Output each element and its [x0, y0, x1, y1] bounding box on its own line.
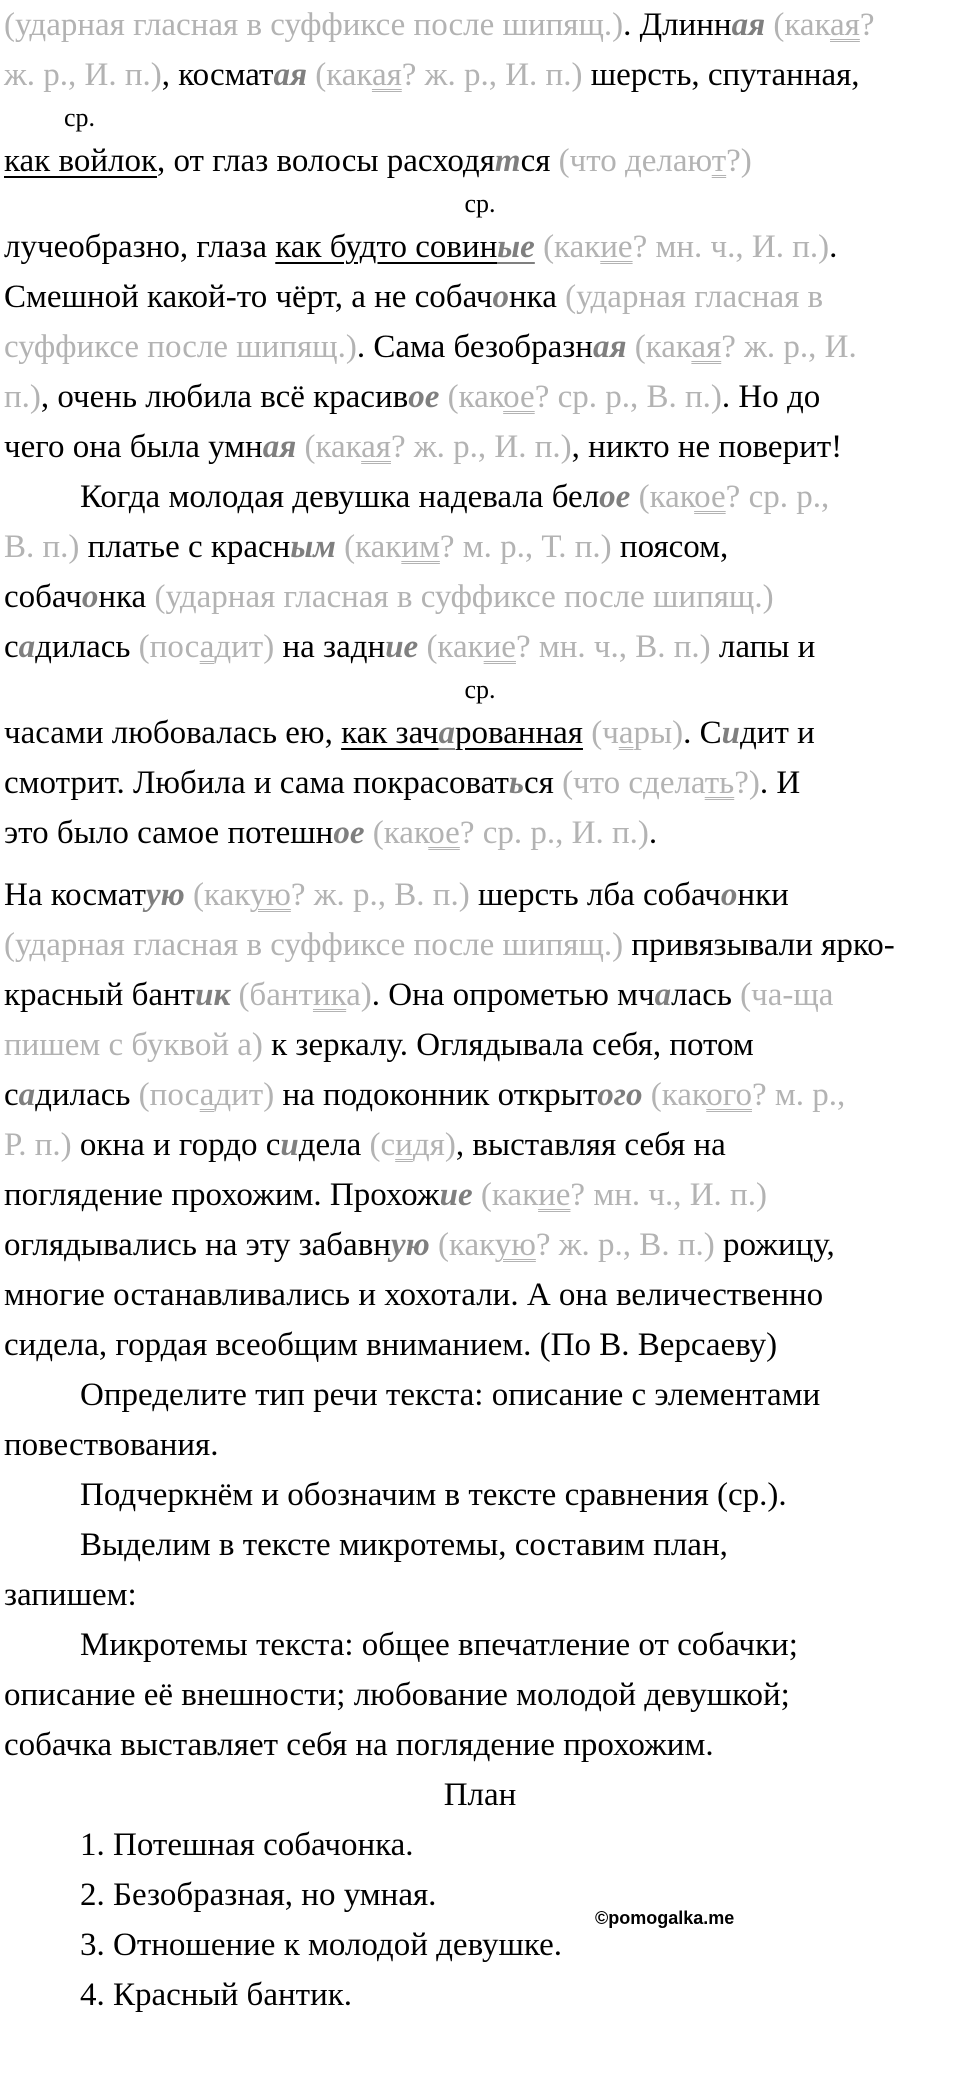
highlighted-letters: ое: [333, 815, 365, 851]
text-run: часами любовалась ею,: [4, 715, 342, 751]
text-run: [535, 229, 543, 265]
grammar-note: Р. п.): [4, 1127, 72, 1163]
text-run: чего она была умн: [4, 429, 263, 465]
text-run: привязывали ярко-: [623, 927, 895, 963]
highlighted-letters: ая: [731, 7, 766, 43]
text-run: , очень любила всё красив: [40, 379, 409, 415]
text-run: к зеркалу. Оглядывала себя, потом: [262, 1027, 754, 1063]
paragraph-gap: [4, 858, 956, 870]
grammar-note: ? ср. р., В. п.): [534, 379, 722, 415]
text-run: .: [648, 815, 658, 851]
text-run: 2. Безобразная, но умная.: [80, 1877, 437, 1913]
grammar-note: ?): [726, 143, 752, 179]
text-run: Смешной какой-то чёрт, а не собач: [4, 279, 493, 315]
grammar-note-emphasis: ое: [503, 379, 535, 415]
text-line: [4, 372, 956, 422]
text-line: [4, 708, 956, 758]
grammar-note: (ударная гласная в суффиксе после шипящ.): [154, 579, 774, 615]
text-run: поясом,: [611, 529, 729, 565]
grammar-note: ? мн. ч., В. п.): [515, 629, 711, 665]
text-run: оглядывались на эту забавн: [4, 1227, 391, 1263]
text-line: [4, 0, 956, 50]
grammar-note: ? ср. р., И. п.): [459, 815, 649, 851]
text-run: сидела, гордая всеобщим вниманием. (По В. Версаеву): [4, 1327, 778, 1363]
grammar-note: В. п.): [4, 529, 80, 565]
comparison-underline: как войлок: [4, 143, 157, 179]
text-line: [4, 1670, 956, 1720]
text-line: [4, 222, 956, 272]
grammar-note: (как: [344, 529, 402, 565]
text-line: [4, 1720, 956, 1770]
grammar-note: (как: [773, 7, 831, 43]
text-line: [4, 1870, 956, 1920]
grammar-note: ? ж. р., И. п.): [401, 57, 583, 93]
grammar-note: (как: [192, 877, 250, 913]
text-run: . Она опрометью мч: [371, 977, 655, 1013]
grammar-note-emphasis: а: [199, 629, 215, 665]
grammar-note: (пос: [138, 1077, 200, 1113]
text-line: [4, 1620, 956, 1670]
text-run: [626, 329, 634, 365]
text-run: смотрит. Любила и сама покрасоват: [4, 765, 509, 801]
text-run: [642, 1077, 650, 1113]
highlighted-letters: ик: [195, 977, 231, 1013]
text-run: шерсть, спутанная,: [582, 57, 860, 93]
grammar-note: (как: [638, 479, 695, 515]
grammar-note: (что делаю: [558, 143, 712, 179]
grammar-note: (как: [304, 429, 362, 465]
highlighted-letters: ая: [273, 57, 307, 93]
highlighted-letters: ого: [597, 1077, 643, 1113]
text-run: 4. Красный бантик.: [80, 1977, 353, 2013]
highlighted-letters: а: [654, 977, 672, 1013]
text-line: [4, 522, 956, 572]
grammar-note: а): [346, 977, 372, 1013]
text-run: лапы и: [710, 629, 816, 665]
highlighted-letters: ь: [508, 765, 524, 801]
text-run: нка: [509, 279, 566, 315]
text-line: [4, 1070, 956, 1120]
text-run: собач: [4, 579, 82, 615]
text-run: окна и гордо с: [71, 1127, 281, 1163]
text-run: с: [4, 1077, 19, 1113]
text-run: дилась: [35, 629, 139, 665]
text-line: [4, 572, 956, 622]
text-line: [4, 1970, 956, 2020]
grammar-note: дит): [214, 1077, 275, 1113]
text-run: . Но до: [721, 379, 821, 415]
grammar-note: ? мн. ч., И. п.): [632, 229, 830, 265]
grammar-note: (как: [315, 57, 372, 93]
grammar-note-emphasis: ую: [494, 1227, 536, 1263]
grammar-note-emphasis: ого: [706, 1077, 752, 1113]
text-run: ся: [523, 765, 563, 801]
text-line: [4, 1220, 956, 1270]
highlighted-letters: ое: [599, 479, 631, 515]
text-run: повествования.: [4, 1427, 219, 1463]
text-run: на подоконник открыт: [274, 1077, 598, 1113]
highlighted-letters: и: [280, 1127, 299, 1163]
text-line: [4, 322, 956, 372]
grammar-note: (как: [650, 1077, 707, 1113]
highlighted-letters: ую: [145, 877, 185, 913]
comparison-underline: рованная: [455, 715, 583, 751]
highlighted-letters: ие: [385, 629, 419, 665]
text-line: [4, 1320, 956, 1370]
grammar-note: (как: [447, 379, 504, 415]
grammar-note: ры): [633, 715, 684, 751]
highlighted-letters: ая: [262, 429, 297, 465]
text-line: [4, 1170, 956, 1220]
text-line: [4, 1020, 956, 1070]
text-line: [4, 472, 956, 522]
grammar-note: пишем с буквой а): [4, 1027, 263, 1063]
highlighted-letters: о: [492, 279, 510, 315]
text-run: , никто не поверит!: [571, 429, 843, 465]
grammar-note: (ударная гласная в: [565, 279, 824, 315]
text-run: Подчеркнём и обозначим в тексте сравнения (ср.).: [80, 1477, 787, 1513]
text-run: собачка выставляет себя на поглядение прохожим.: [4, 1727, 714, 1763]
grammar-note-emphasis: ие: [538, 1177, 571, 1213]
grammar-note: (ударная гласная в суффиксе после шипящ.): [4, 7, 624, 43]
text-line: [4, 758, 956, 808]
text-run: , космат: [161, 57, 274, 93]
text-run: .: [829, 229, 838, 265]
text-run: [364, 815, 372, 851]
text-line: [4, 920, 956, 970]
grammar-note-emphasis: ть: [704, 765, 735, 801]
grammar-note-emphasis: и: [395, 1127, 413, 1163]
grammar-note: (с: [369, 1127, 396, 1163]
grammar-note-emphasis: ая: [371, 57, 402, 93]
text-run: . И: [759, 765, 801, 801]
grammar-note: ?): [734, 765, 760, 801]
grammar-note: (ч: [591, 715, 619, 751]
text-run: [439, 379, 447, 415]
grammar-note-emphasis: им: [401, 529, 440, 565]
comparison-mark: ср.: [64, 103, 96, 132]
text-run: . Длинн: [623, 7, 732, 43]
grammar-note-emphasis: ая: [830, 7, 860, 43]
highlighted-letters: а: [438, 715, 456, 751]
grammar-note-emphasis: ую: [249, 877, 291, 913]
comparison-mark: ср.: [464, 675, 496, 704]
text-line: [4, 1920, 956, 1970]
text-run: [307, 57, 315, 93]
text-run: многие останавливались и хохотали. А она величественно: [4, 1277, 824, 1313]
text-line: [4, 970, 956, 1020]
grammar-note-emphasis: а: [199, 1077, 215, 1113]
text-line: [4, 422, 956, 472]
text-body: [4, 0, 956, 2020]
text-run: нка: [98, 579, 155, 615]
grammar-note: (как: [372, 815, 429, 851]
text-run: [473, 1177, 481, 1213]
grammar-note: ? ж. р., И. п.): [390, 429, 572, 465]
text-run: [630, 479, 638, 515]
grammar-note: (как: [480, 1177, 539, 1213]
text-run: На космат: [4, 877, 146, 913]
text-run: [185, 877, 193, 913]
grammar-note: (пос: [138, 629, 200, 665]
text-run: дилась: [35, 1077, 139, 1113]
grammar-note: п.): [4, 379, 41, 415]
highlighted-letters: и: [721, 715, 741, 751]
comparison-underline: как зач: [341, 715, 439, 751]
text-run: рожицу,: [714, 1227, 835, 1263]
highlighted-letters: а: [18, 1077, 36, 1113]
comparison-underline: как будто совин: [275, 229, 498, 265]
text-run: лась: [671, 977, 741, 1013]
text-run: дит и: [740, 715, 815, 751]
highlighted-letters: ие: [439, 1177, 473, 1213]
text-run: Когда молодая девушка надевала бел: [80, 479, 600, 515]
grammar-note: ? ж. р., В. п.): [290, 877, 470, 913]
text-run: красный бант: [4, 977, 196, 1013]
grammar-note: ? м. р.,: [751, 1077, 846, 1113]
text-run: Микротемы текста: общее впечатление от собачки;: [80, 1627, 798, 1663]
text-run: дела: [298, 1127, 370, 1163]
text-run: ся: [520, 143, 559, 179]
grammar-note: (ча-ща: [740, 977, 834, 1013]
grammar-note-emphasis: ие: [600, 229, 633, 265]
grammar-note: дя): [412, 1127, 456, 1163]
text-run: это было самое потешн: [4, 815, 334, 851]
grammar-note: (как: [426, 629, 484, 665]
grammar-note: (ударная гласная в суффиксе после шипящ.): [4, 927, 624, 963]
highlighted-letters: о: [720, 877, 738, 913]
text-run: [336, 529, 344, 565]
text-run: с: [4, 629, 19, 665]
text-line: [4, 1570, 956, 1620]
text-line: [4, 1270, 956, 1320]
highlighted-letters: о: [81, 579, 99, 615]
highlighted-letters: ая: [592, 329, 627, 365]
text-run: [583, 715, 591, 751]
grammar-note: (что сдела: [562, 765, 705, 801]
grammar-note: ж. р., И. п.): [4, 57, 162, 93]
grammar-note: ? ж. р., И.: [721, 329, 857, 365]
text-line: [4, 1120, 956, 1170]
text-run: 3. Отношение к молодой девушке.: [80, 1927, 563, 1963]
grammar-note-emphasis: ик: [312, 977, 347, 1013]
text-run: поглядение прохожим. Прохож: [4, 1177, 440, 1213]
text-line: [4, 622, 956, 672]
highlighted-letters: ые: [497, 229, 535, 265]
grammar-note-emphasis: ое: [428, 815, 460, 851]
text-run: платье с красн: [79, 529, 291, 565]
text-run: План: [443, 1777, 517, 1813]
text-run: 1. Потешная собачонка.: [80, 1827, 414, 1863]
grammar-note: дит): [214, 629, 275, 665]
highlighted-letters: ое: [408, 379, 440, 415]
grammar-note-emphasis: ая: [361, 429, 391, 465]
text-run: шерсть лба собач: [469, 877, 721, 913]
text-run: , выставляя себя на: [455, 1127, 726, 1163]
grammar-note-emphasis: ое: [694, 479, 726, 515]
text-run: . С: [683, 715, 722, 751]
text-line: [4, 50, 956, 100]
highlighted-letters: а: [18, 629, 36, 665]
grammar-note: (как: [543, 229, 601, 265]
text-line: [4, 136, 956, 186]
grammar-note-emphasis: т: [711, 143, 727, 179]
grammar-note: ?: [859, 7, 875, 43]
text-run: запишем:: [4, 1577, 137, 1613]
text-run: . Сама безобразн: [356, 329, 593, 365]
text-run: лучеобразно, глаза: [4, 229, 276, 265]
grammar-note-emphasis: ие: [483, 629, 516, 665]
text-run: Определите тип речи текста: описание с элементами: [80, 1377, 821, 1413]
grammar-note: ? мн. ч., И. п.): [570, 1177, 767, 1213]
watermark: ©pomogalka.me: [595, 1908, 735, 1928]
grammar-note: (как: [437, 1227, 495, 1263]
highlighted-letters: т: [494, 143, 521, 179]
text-run: на задн: [274, 629, 386, 665]
text-line: [4, 1770, 956, 1820]
highlighted-letters: ую: [390, 1227, 430, 1263]
grammar-note-emphasis: а: [618, 715, 634, 751]
text-run: , от глаз волосы расходя: [156, 143, 495, 179]
text-line: [4, 1820, 956, 1870]
text-line: [4, 1420, 956, 1470]
grammar-note: ? ж. р., В. п.): [535, 1227, 715, 1263]
grammar-note: (как: [634, 329, 692, 365]
text-line: [4, 1370, 956, 1420]
text-run: Выделим в тексте микротемы, составим план,: [80, 1527, 728, 1563]
grammar-note-emphasis: ая: [691, 329, 722, 365]
highlighted-letters: ым: [290, 529, 336, 565]
text-line: [4, 1520, 956, 1570]
text-line: [4, 272, 956, 322]
text-line: [4, 1470, 956, 1520]
text-run: [430, 1227, 438, 1263]
text-line: [4, 808, 956, 858]
grammar-note: (бант: [238, 977, 313, 1013]
text-run: описание её внешности; любование молодой девушкой;: [4, 1677, 790, 1713]
comparison-mark: ср.: [464, 189, 496, 218]
text-line: [4, 870, 956, 920]
grammar-note: ? м. р., Т. п.): [439, 529, 612, 565]
grammar-note: суффиксе после шипящ.): [4, 329, 357, 365]
text-run: нки: [737, 877, 789, 913]
grammar-note: ? ср. р.,: [725, 479, 830, 515]
